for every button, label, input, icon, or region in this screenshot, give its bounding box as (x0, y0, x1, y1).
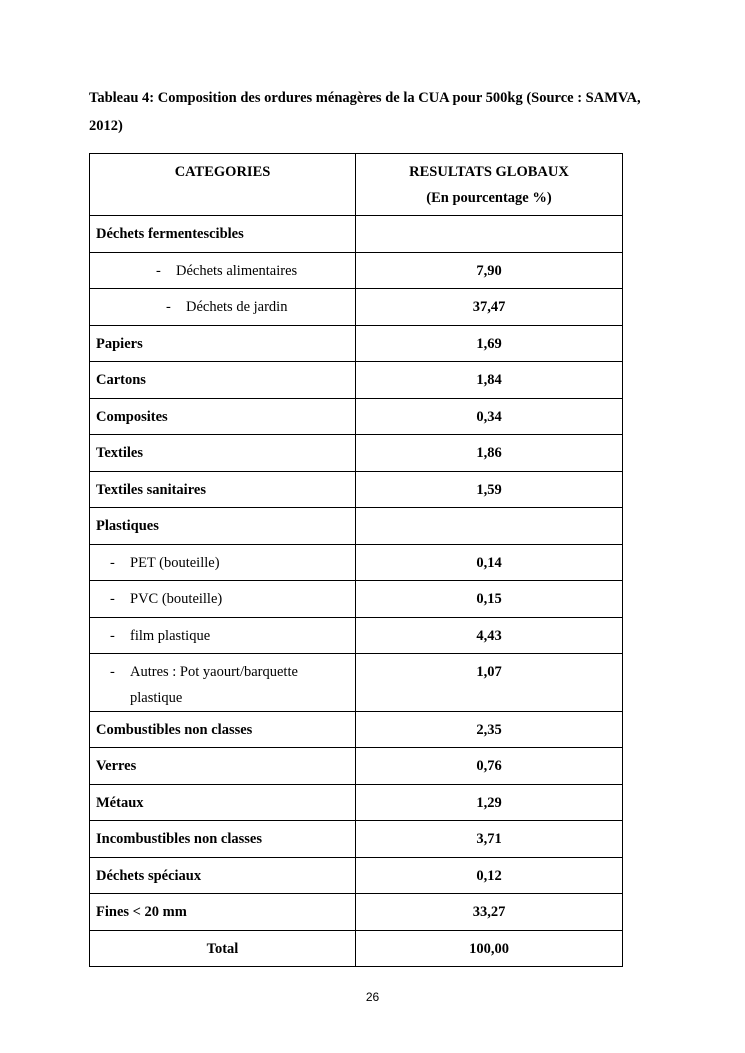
category-cell: Composites (90, 399, 356, 435)
table-total-row (90, 931, 623, 967)
table-caption (89, 84, 664, 140)
caption-line-1: Tableau 4: Composition des ordures ménagères de la CUA pour 500kg (Source : SAMVA, (89, 90, 641, 106)
table-header-row (90, 154, 623, 216)
category-cell: Cartons (90, 362, 356, 399)
category-cell: - PET (bouteille) (90, 545, 356, 581)
table-row (90, 618, 623, 654)
value-cell: 0,14 (356, 545, 623, 581)
value-cell: 0,15 (356, 581, 623, 618)
table-row (90, 748, 623, 785)
category-cell: Papiers (90, 326, 356, 362)
table-row (90, 712, 623, 748)
category-cell: - Autres : Pot yaourt/barquette plastique (90, 654, 356, 712)
value-cell: 1,07 (356, 654, 623, 712)
header-results (356, 154, 623, 216)
table-row (90, 216, 623, 253)
table-row (90, 289, 623, 326)
table-row (90, 326, 623, 362)
category-cell: Plastiques (90, 508, 356, 545)
value-cell: 2,35 (356, 712, 623, 748)
category-cell: Déchets fermentescibles (90, 216, 356, 253)
value-cell: 1,29 (356, 785, 623, 821)
table-row (90, 785, 623, 821)
table-row (90, 362, 623, 399)
category-cell: Fines < 20 mm (90, 894, 356, 931)
value-cell: 3,71 (356, 821, 623, 858)
category-cell: Métaux (90, 785, 356, 821)
value-cell: 0,76 (356, 748, 623, 785)
table-row (90, 894, 623, 931)
value-cell: 0,34 (356, 399, 623, 435)
header-results-unit: (En pourcentage %) (426, 190, 552, 206)
value-cell (356, 216, 623, 253)
category-cell: Textiles sanitaires (90, 472, 356, 508)
table-row (90, 253, 623, 289)
value-cell: 1,69 (356, 326, 623, 362)
value-cell: 37,47 (356, 289, 623, 326)
table-row (90, 545, 623, 581)
value-cell (356, 508, 623, 545)
table-row (90, 858, 623, 894)
category-cell: - film plastique (90, 618, 356, 654)
table-row (90, 508, 623, 545)
value-cell: 1,84 (356, 362, 623, 399)
header-categories: CATEGORIES (90, 154, 356, 216)
value-cell: 1,86 (356, 435, 623, 472)
category-cell: Déchets spéciaux (90, 858, 356, 894)
value-cell: 4,43 (356, 618, 623, 654)
table-row (90, 472, 623, 508)
total-value-cell: 100,00 (356, 931, 623, 967)
table-row (90, 821, 623, 858)
category-cell: Verres (90, 748, 356, 785)
category-cell: - Déchets alimentaires (90, 253, 356, 289)
page-number: 26 (365, 990, 380, 1004)
value-cell: 7,90 (356, 253, 623, 289)
table-row (90, 435, 623, 472)
category-cell: - PVC (bouteille) (90, 581, 356, 618)
category-cell: - Déchets de jardin (90, 289, 356, 326)
value-cell: 33,27 (356, 894, 623, 931)
header-results-title: RESULTATS GLOBAUX (409, 164, 569, 180)
value-cell: 0,12 (356, 858, 623, 894)
category-cell: Combustibles non classes (90, 712, 356, 748)
total-label-cell: Total (90, 931, 356, 967)
table-row (90, 654, 623, 712)
table-row (90, 581, 623, 618)
category-cell: Textiles (90, 435, 356, 472)
caption-line-2: 2012) (89, 118, 123, 134)
value-cell: 1,59 (356, 472, 623, 508)
category-cell: Incombustibles non classes (90, 821, 356, 858)
table-row (90, 399, 623, 435)
composition-table (89, 153, 623, 967)
